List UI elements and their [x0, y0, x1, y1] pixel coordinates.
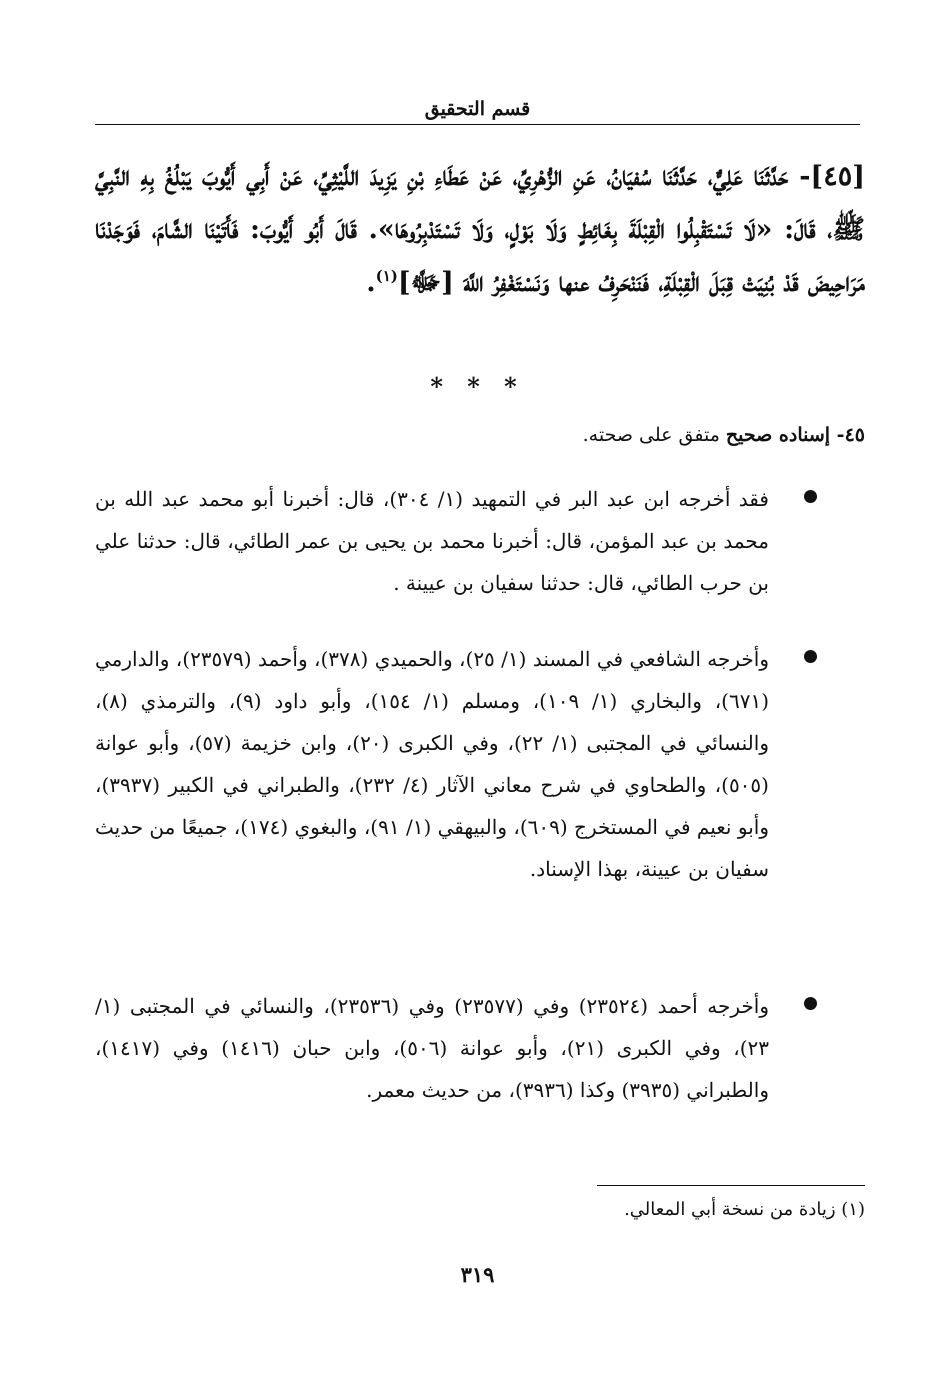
- list-item-text: فقد أخرجه ابن عبد البر في التمهيد (١/ ٣٠٤)، قال: أخبرنا أبو محمد عبد الله بن محمد بن عبد المؤمن، قال: أخبرنا محمد بن يحيى بن عمر الطائي، قال: حدثنا علي بن حرب الطائي، قال: حدثنا سفيان بن عيينة .: [95, 487, 769, 595]
- grading-line: [95, 420, 865, 450]
- list-item-text: وأخرجه الشافعي في المسند (١/ ٢٥)، والحميدي (٣٧٨)، وأحمد (٢٣٥٧٩)، والدارمي (٦٧١)، والبخاري (١/ ١٠٩)، ومسلم (١/ ١٥٤)، وأبو داود (٩)، والترمذي (٨)، والنسائي في المجتبى (١/ ٢٢)، وفي الكبرى (٢٠)، وابن خزيمة (٥٧)، وأبو عوانة (٥٠٥)، والطحاوي في شرح معاني الآثار (٤/ ٢٣٢)، والطبراني في الكبير (٣٩٣٧)، وأبو نعيم في المستخرج (٦٠٩)، والبيهقي (١/ ٩١)، والبغوي (١٧٤)، جميعًا من حديث سفيان بن عيينة، بهذا الإسناد.: [95, 647, 769, 881]
- bullet-icon: [804, 650, 817, 663]
- hadith-text-block: [95, 150, 865, 309]
- grading-text: متفق على صحته.: [582, 424, 726, 446]
- footnote-marker: (١): [375, 267, 398, 285]
- bullet-icon: [804, 490, 817, 503]
- footnote: (١) زيادة من نسخة أبي المعالي.: [624, 1199, 865, 1220]
- list-item: [95, 638, 865, 890]
- list-item: [95, 478, 865, 604]
- hadith-end: .: [366, 267, 376, 298]
- hadith-text: - حَدَّثَنَا عَلِيٌّ، حَدَّثَنَا سُفيَانُ، عَنِ الزُّهْرِيِّ، عَنْ عَطَاءِ بْنِ يَزِيدَ اللَّيْثِيِّ، عَنْ أَبِي أَيُّوبَ يَبْلُغُ بِهِ النَّبِيَّ ﷺ، قَالَ: «لَا تَسْتَقْبِلُوا الْقِبْلَةَ بِغَائِطٍ وَلَا بَوْلٍ، وَلَا تَسْتَدْبِرُوهَا». قَالَ أَبُو أَيُّوبَ: فَأَتَيْنَا الشَّامَ، فَوَجَدْنَا مَرَاحِيضَ قَدْ بُنِيَتْ قِبَلَ الْقِبْلَةِ، فَنَنْحَرِفُ عنها وَنَسْتَغْفِرُ اللَّهَ [ﷻ]: [95, 161, 865, 298]
- footnote-rule: [597, 1185, 865, 1186]
- page-number: ٣١٩: [460, 1262, 495, 1287]
- list-item: [95, 985, 865, 1111]
- section-separator: * * *: [430, 372, 525, 401]
- header-rule: [95, 124, 860, 125]
- bullet-icon: [804, 997, 817, 1010]
- running-title: قسم التحقيق: [424, 98, 531, 120]
- grading-label: ٤٥- إسناده صحيح: [725, 424, 865, 446]
- hadith-number: [٤٥]: [810, 161, 865, 192]
- list-item-text: وأخرجه أحمد (٢٣٥٢٤) وفي (٢٣٥٧٧) وفي (٢٣٥٣٦)، والنسائي في المجتبى (١/ ٢٣)، وفي الكبرى (٢١)، وأبو عوانة (٥٠٦)، وابن حبان (١٤١٦) وفي (١٤١٧)، والطبراني (٣٩٣٥) وكذا (٣٩٣٦)، من حديث معمر.: [95, 994, 769, 1102]
